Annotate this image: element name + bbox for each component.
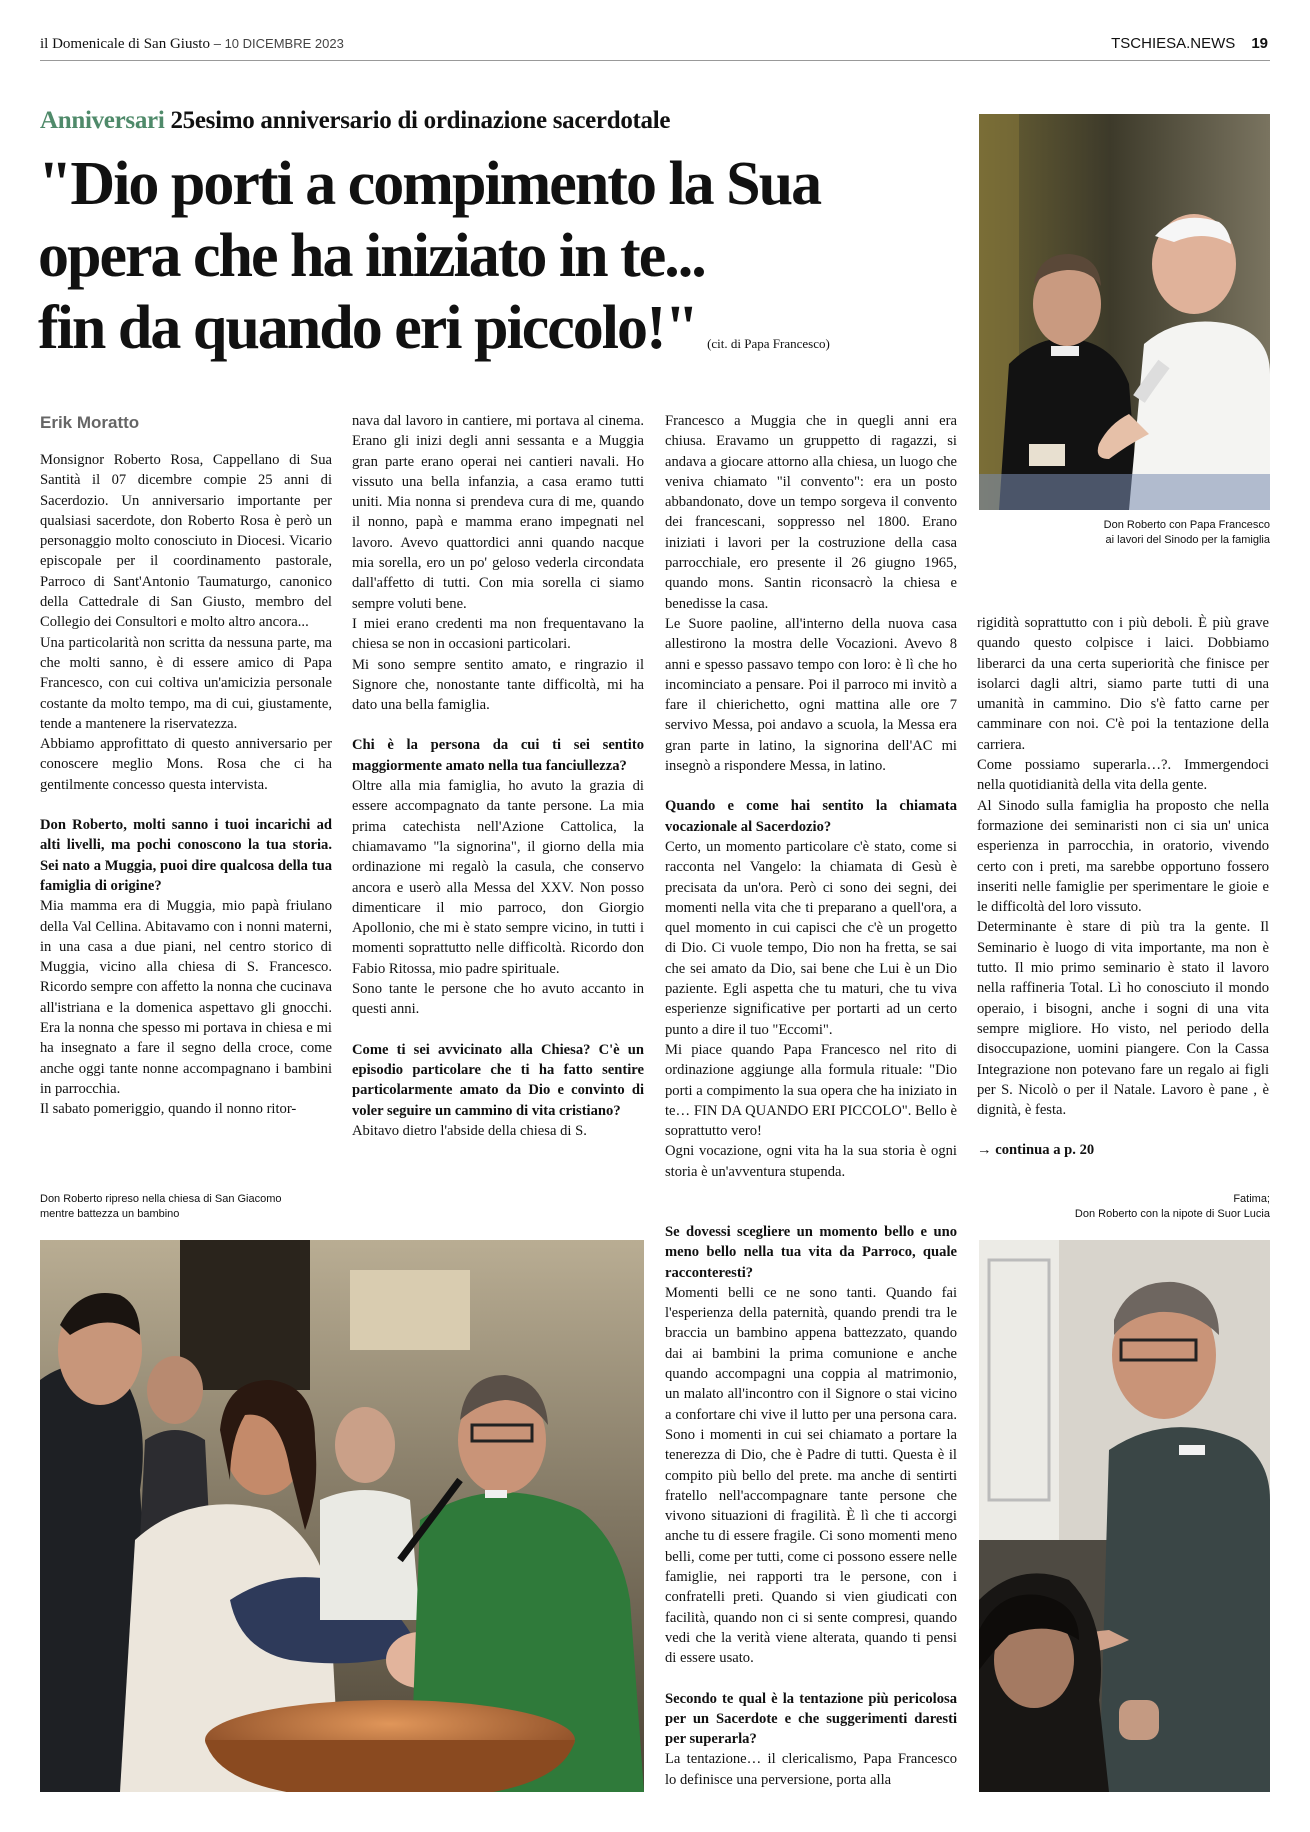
header-right bbox=[1111, 35, 1268, 52]
photo-baptism-image bbox=[40, 1240, 644, 1792]
paragraph: Ogni vocazione, ogni vita ha la sua storia è ogni storia è un'avventura stupenda. bbox=[665, 1143, 957, 1180]
paragraph: nava dal lavoro in cantiere, mi portava al cinema. Erano gli inizi degli anni sessanta e a Muggia gran parte erano operai nei cantieri navali. Ho vissuto una bella infanzia, a casa eramo tutti uniti. Mia nonna si prendeva cura di me, quando il nonno, papà e mamma erano impegnati nel lavoro. Avevo quattordici anni quando nacque mia sorella, ero un po' geloso vederla circondata dall'affetto di tutti. Con mia sorella ci siamo sempre voluti bene. bbox=[352, 413, 644, 612]
article-column-1 bbox=[40, 450, 332, 1120]
headline-line-2: opera che ha iniziato in te... bbox=[38, 222, 705, 290]
interview-question: Come ti sei avvicinato alla Chiesa? C'è un episodio particolare che ti ha fatto sentire particolarmente amato da Dio e convinto di voler seguire un cammino di vita cristiano? bbox=[352, 1041, 644, 1119]
paragraph: Le Suore paoline, all'interno della nuova casa allestirono la mostra delle Vocazioni. Avevo 8 anni e spesso passavo tempo con loro: è lì che ho incominciato a pensare. Poi il parroco mi invitò a fare il chierichetto, ogni mattina alle ore 7 servivo Messa, poi andavo a scuola, la Messa era gran parte in latino, la signorina dell'AC mi insegnò a rispondere Messa, in latino. bbox=[665, 615, 957, 775]
paragraph: rigidità soprattutto con i più deboli. È più grave quando questo colpisce i laici. Dobbiamo liberarci da una certa superiorità che finisce per isolarci dagli altri, siamo parte tutti di una umanità in cammino. Dio s'è fatto carne per camminare con noi. C'è poi la tentazione della carriera. bbox=[977, 615, 1269, 753]
photo-pope-francesco bbox=[979, 114, 1270, 510]
photo-fatima-caption: Fatima; Don Roberto con la nipote di Suor Lucia bbox=[1074, 1193, 1270, 1220]
interview-question: Secondo te qual è la tentazione più pericolosa per un Sacerdote e che suggerimenti daresti per superarla? bbox=[665, 1690, 957, 1748]
photo-fatima-image bbox=[979, 1240, 1270, 1792]
paragraph: Momenti belli ce ne sono tanti. Quando fai l'esperienza della paternità, quando prendi tra le braccia un bambino appena battezzato, quando dai ai bambini la prima comunione e anche quando accompagni una coppia al matrimonio, un malato all'incontro con il Signore o stai vicino a confortare chi vive il lutto per una persona cara. Sono i momenti in cui sei chiamato a portare la tenerezza di Dio, che è Padre di tutti. Questa è il compito più bello del prete. ma anche di sentirti fratello nell'accompagnare tante persone che vivono situazioni di fragilità. È lì che ti accorgi anche tu di essere fragile. Ci sono momenti meno belli, come per tutti, come ci possono essere nelle famiglie, nei rapporti tra le persone, con i confratelli preti. Quando si vien giudicati con facilità, quando non ci si sente compresi, quando vedi che la verità viene alterata, quando ti pensi di essere usato. bbox=[665, 1284, 957, 1667]
photo-baptism-caption: Don Roberto ripreso nella chiesa di San Giacomo mentre battezza un bambino bbox=[40, 1193, 282, 1220]
paragraph: Determinante è stare di più tra la gente. Il Seminario è luogo di vita importante, ma non è tutto. Il mio primo seminario è stato il lavoro nella raffineria Total. Lì ho conosciuto il mondo operaio, i bisogni, anche i sogni di una vita sempre migliore. Ho visto, nel periodo della disoccupazione, uomini piangere. Con la Cassa Integrazione non potevano fare un regalo ai figli per S. Nicolò o per il Natale. Lavoro è pane , è dignità, è festa. bbox=[977, 919, 1269, 1119]
kicker bbox=[40, 107, 670, 135]
interview-question: Se dovessi scegliere un momento bello e uno meno bello nella tua vita da Parroco, quale racconteresti? bbox=[665, 1224, 957, 1281]
issue-date: – 10 DICEMBRE 2023 bbox=[213, 36, 344, 51]
article-column-3 bbox=[665, 411, 957, 1182]
paragraph: La tentazione… il clericalismo, Papa Francesco lo definisce una perversione, porta alla bbox=[665, 1751, 957, 1788]
paragraph: Sono tante le persone che ho avuto accanto in questi anni. bbox=[352, 981, 644, 1018]
headline bbox=[38, 148, 958, 380]
photo-baptism bbox=[40, 1240, 644, 1792]
paragraph: Oltre alla mia famiglia, ho avuto la grazia di essere accompagnato da tante persone. La mia prima catechista nell'Azione Cattolica, la chiamavamo "la signorina", il giorno della mia ordinazione mi regalò la casula, che conservo ancora e userò alla Messa del XXV. Non posso dimenticare il mio parroco, don Giorgio Apollonio, che mi è stato sempre vicino, in tutti i momenti soprattutto nelle difficoltà. Ricordo don Fabio Ritossa, mio padre spirituale. bbox=[352, 778, 644, 977]
paragraph: Abitavo dietro l'abside della chiesa di S. bbox=[352, 1122, 587, 1139]
photo-fatima bbox=[979, 1240, 1270, 1792]
paragraph: Abbiamo approfittato di questo anniversario per conoscere meglio Mons. Rosa che ci ha gentilmente concesso questa intervista. bbox=[40, 736, 332, 793]
photo-pope-image bbox=[979, 114, 1270, 510]
paragraph: Mi sono sempre sentito amato, e ringrazio il Signore che, nonostante tante difficoltà, mi ha dato una bella famiglia. bbox=[352, 656, 644, 714]
headline-citation: (cit. di Papa Francesco) bbox=[707, 336, 830, 351]
headline-line-1: "Dio porti a compimento la Sua bbox=[38, 150, 821, 218]
paragraph: Monsignor Roberto Rosa, Cappellano di Sua Santità il 07 dicembre compie 25 anni di Sacerdozio. Un anniversario importante per qualsiasi sacerdote, don Roberto Rosa è però un personaggio molto conosciuto in Diocesi. Vicario episcopale per il coordinamento pastorale, Parroco di Sant'Antonio Taumaturgo, canonico della Cattedrale di San Giusto, membro del Collegio dei Consultori e molto altro ancora... bbox=[40, 452, 332, 631]
publication-name: il Domenicale di San Giusto bbox=[40, 36, 210, 52]
paragraph: Una particolarità non scritta da nessuna parte, ma che molti sanno, è di essere amico di Papa Francesco, con cui coltiva un'amicizia personale costante da molto tempo, ma di cui, giustamente, tende a mantenere la riservatezza. bbox=[40, 634, 332, 732]
paragraph: I miei erano credenti ma non frequentavano la chiesa se non in occasioni particolari. bbox=[352, 615, 644, 653]
interview-question: Chi è la persona da cui ti sei sentito maggiormente amato nella tua fanciullezza? bbox=[352, 737, 644, 774]
paragraph: Certo, un momento particolare c'è stato, come si racconta nel Vangelo: la chiamata di Gesù è precisata da un'ora. Però ci sono dei segni, dei momenti nella vita che ti preparano a quell'ora, a quel momento in cui capisci che c'è un progetto di Dio. Ci vuole tempo, Dio non ha fretta, se sai che sei amato da Dio, sai bene che Lui è un Dio paziente. Egli aspetta che tu maturi, che tu viva esperienze significative per portarti ad un certo punto a dire il tuo "Eccomi". bbox=[665, 838, 957, 1038]
article-column-4 bbox=[977, 613, 1269, 1161]
interview-question: Quando e come hai sentito la chiamata vocazionale al Sacerdozio? bbox=[665, 798, 957, 835]
byline: Erik Moratto bbox=[40, 413, 140, 432]
section-category: Anniversari bbox=[40, 107, 165, 134]
photo-pope-caption: Don Roberto con Papa Francesco ai lavori del Sinodo per la famiglia bbox=[1103, 519, 1270, 546]
header-rule bbox=[40, 60, 1270, 61]
paragraph: Il sabato pomeriggio, quando il nonno ritor- bbox=[40, 1101, 297, 1118]
article-column-2 bbox=[352, 411, 644, 1141]
headline-line-3: fin da quando eri piccolo!" (cit. di Papa Francesco) bbox=[38, 294, 830, 362]
page-number: 19 bbox=[1251, 35, 1268, 52]
paragraph: Come possiamo superarla…?. Immergendoci nella quotidianità della vita della gente. bbox=[977, 757, 1269, 794]
paragraph: Al Sinodo sulla famiglia ha proposto che nella formazione dei seminaristi non ci sia un' unica esperienza in parrocchia, in oratorio, vivendo certo con i preti, ma sarebbe opportuno fossero inseriti nelle famiglie per sperimentare le gioie e le difficoltà del loro vissuto. bbox=[977, 797, 1269, 916]
site-link[interactable]: TSCHIESA.NEWS bbox=[1111, 35, 1236, 52]
paragraph: Mi piace quando Papa Francesco nel rito di ordinazione aggiunge alla formula rituale: "Dio porti a compimento la sua opera che ha iniziato in te… FIN DA QUANDO ERI PICCOLO". Bello è soprattutto vero! bbox=[665, 1041, 957, 1140]
interview-question: Don Roberto, molti sanno i tuoi incarichi ad alti livelli, ma pochi conoscono la tua storia. Sei nato a Muggia, puoi dire qualcosa della tua famiglia di origine? bbox=[40, 817, 332, 894]
continue-link[interactable]: → continua a p. 20 bbox=[977, 1142, 1095, 1159]
article-column-3-lower bbox=[665, 1222, 957, 1790]
paragraph: Mia mamma era di Muggia, mio papà friulano della Val Cellina. Abitavamo con i nonni materni, in una casa a due piani, nel centro storico di Muggia, vicino alla chiesa di S. Francesco. Ricordo sempre con affetto la nonna che cucinava all'istriana e la domenica aspettavo gli gnocchi. Era la nonna che spesso mi portava in chiesa e mi ha insegnato a fare il segno della croce, come anche oggi tante nonne accompagnano i bambini in parrocchia. bbox=[40, 898, 332, 1097]
publication-header bbox=[40, 36, 344, 53]
paragraph: Francesco a Muggia che in quegli anni era chiusa. Eravamo un gruppetto di ragazzi, si andava a giocare attorno alla chiesa, un luogo che veniva chiamato "il convento": era un posto abbandonato, dove un tempo sorgeva il convento dei francescani, soppresso nel 1800. Erano iniziati i lavori per la costruzione della casa parrocchiale, ero presente il 26 giugno 1965, quando mons. Santin riconsacrò la chiesa e benedisse la casa. bbox=[665, 413, 957, 612]
kicker-subtitle: 25esimo anniversario di ordinazione sacerdotale bbox=[170, 107, 671, 134]
